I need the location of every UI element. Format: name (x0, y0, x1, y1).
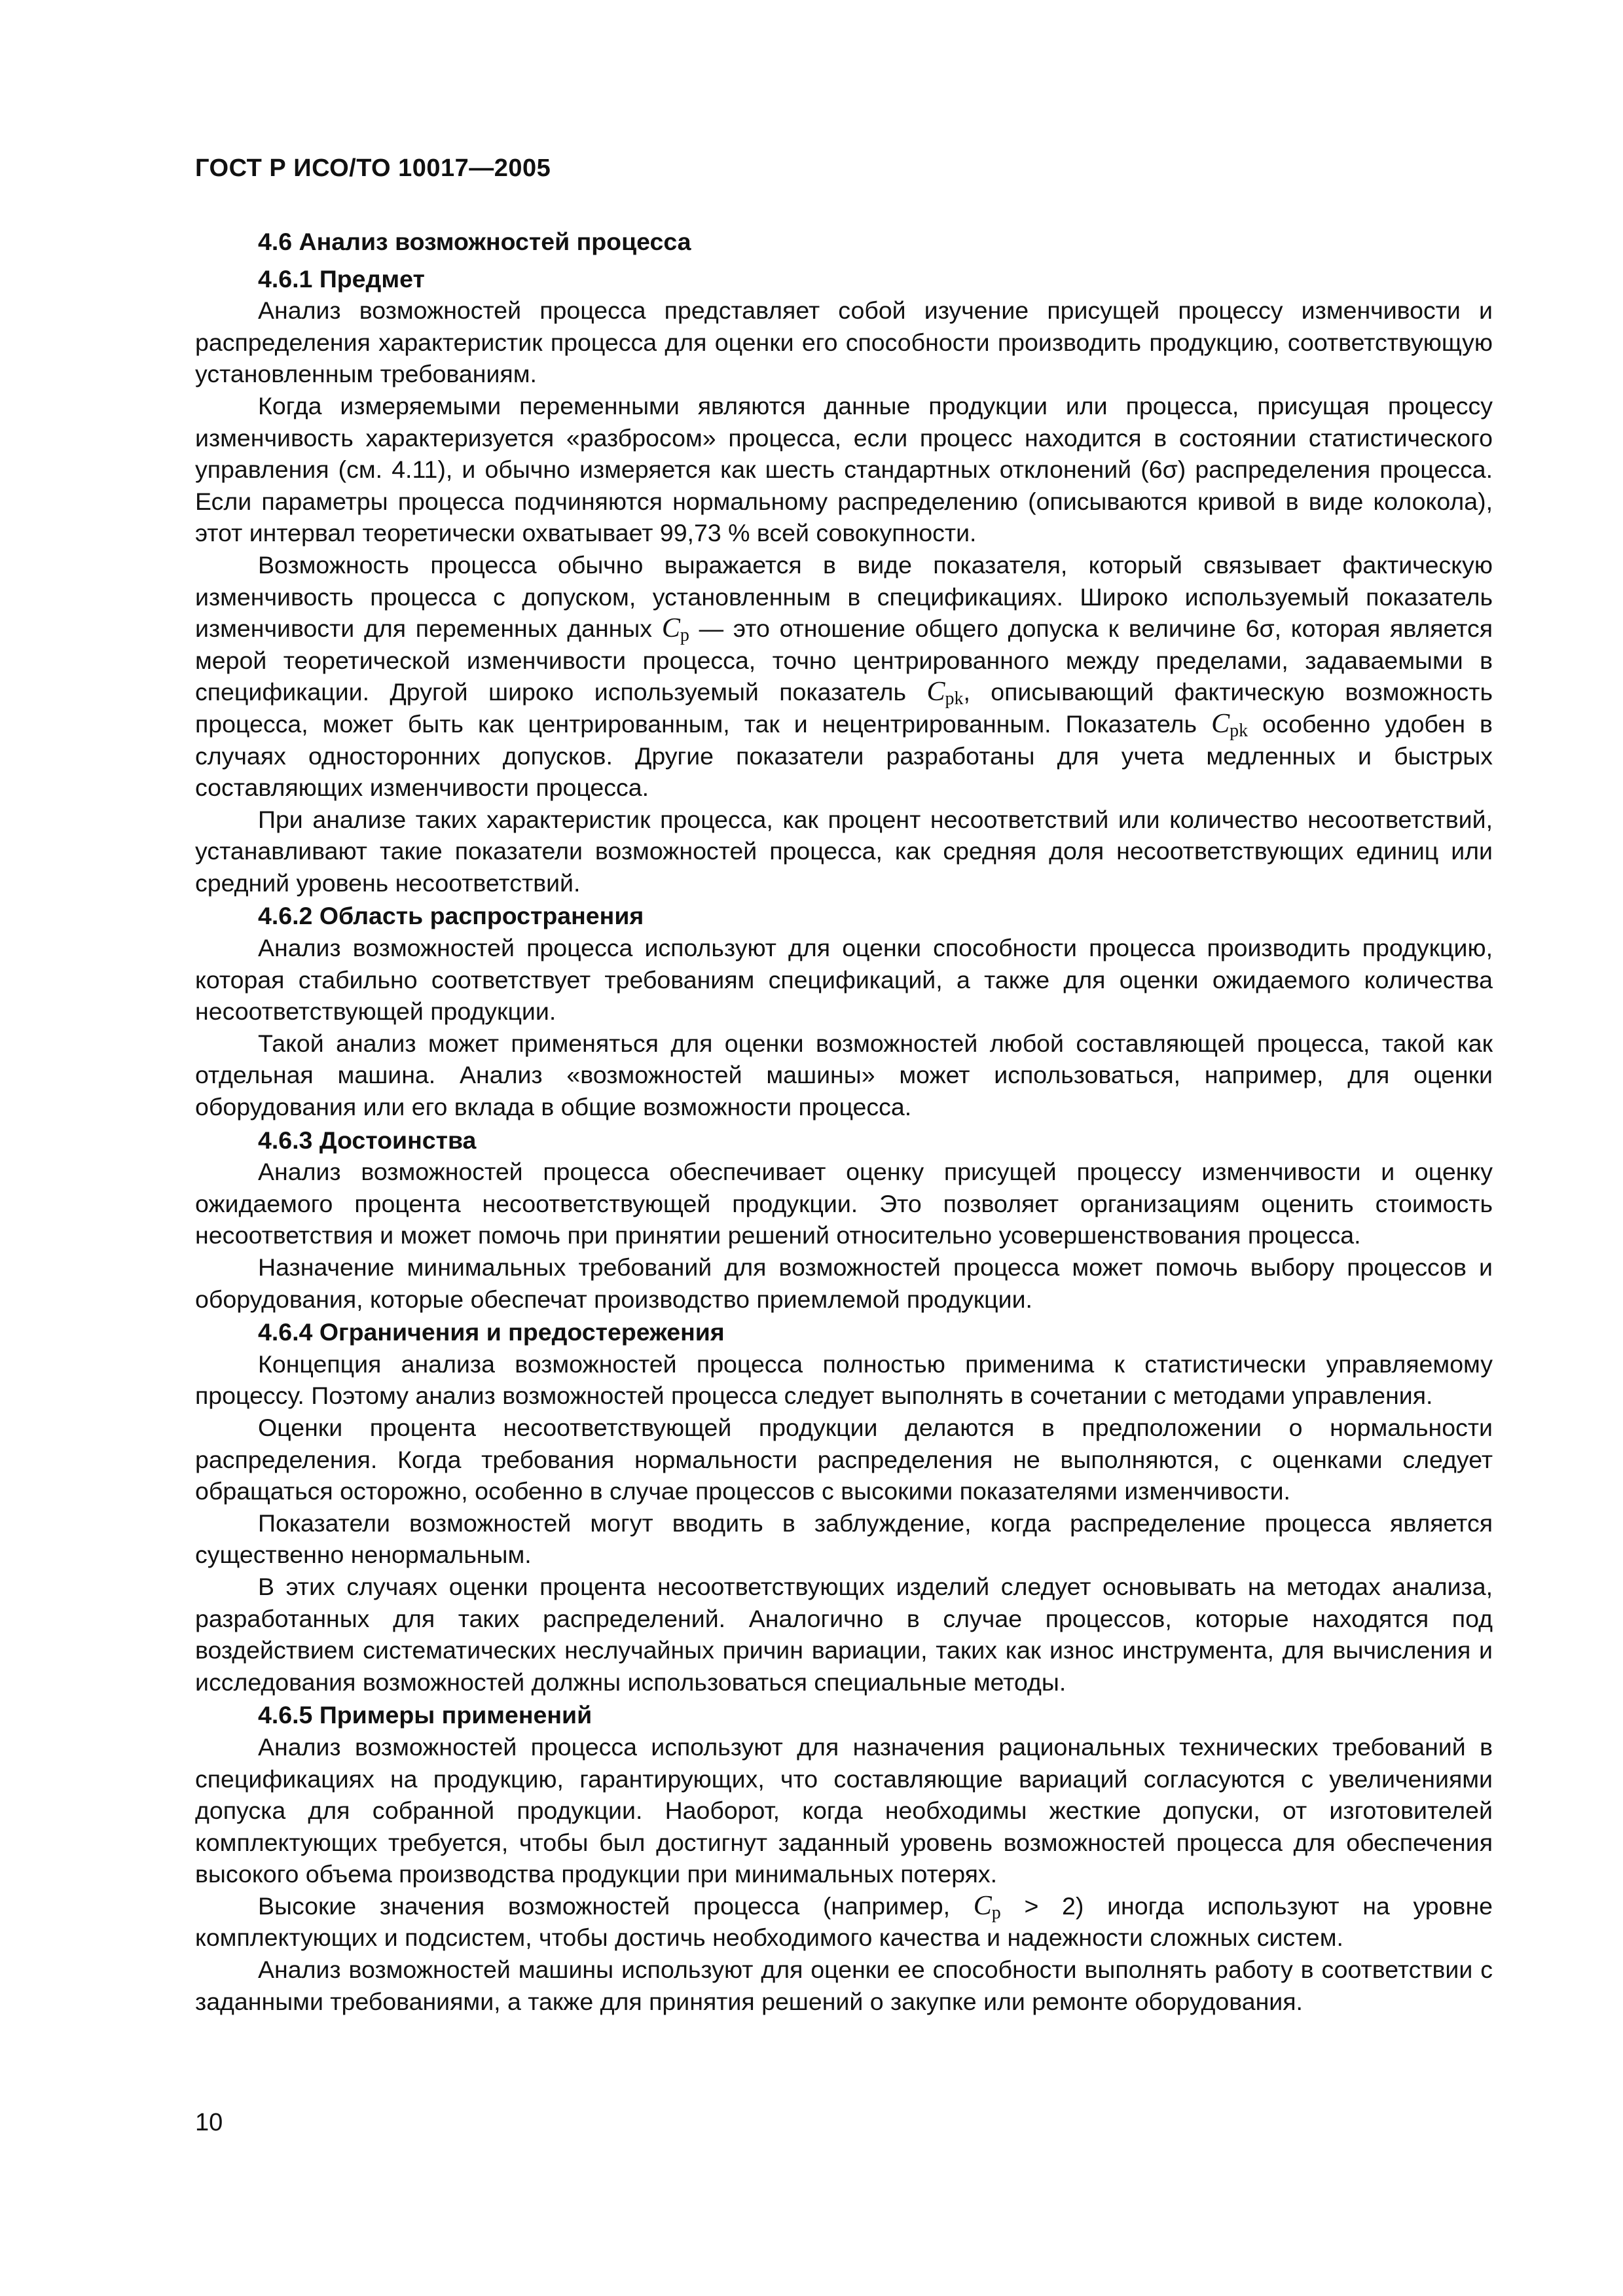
paragraph-text: — это отношение общего допуска к величине 6σ, которая является мерой теоретической изменчивости процесса, точно центрированного между пределами, задаваемыми в спецификации. Другой широко используемый показатель (195, 615, 1493, 706)
paragraph: Когда измеряемыми переменными являются данные продукции или процесса, присущая процессу изменчивость характеризуется «разбросом» процесса, если процесс находится в состоянии статистического управления (см. 4.11), и обычно измеряется как шесть стандартных отклонений (6σ) распределения процесса. Если параметры процесса подчиняются нормальному распределению (описываются кривой в виде колокола), этот интервал теоретически охватывает 99,73 % всей совокупности. (195, 391, 1493, 547)
section-title: 4.6 Анализ возможностей процесса (258, 228, 691, 255)
page-number: 10 (195, 2109, 223, 2136)
paragraph: Анализ возможностей процесса используют для оценки способности процесса производить продукцию, которая стабильно соответствует требованиям спецификаций, а также для оценки ожидаемого количества несоответствующей продукции. (195, 934, 1493, 1026)
paragraph: Анализ возможностей машины используют для оценки ее способности выполнять работу в соответствии с заданными требованиями, а также для принятия решений о закупке или ремонте оборудования. (195, 1956, 1493, 2015)
subsection-title: 4.6.3 Достоинства (258, 1126, 477, 1154)
paragraph: Такой анализ может применяться для оценки возможностей любой составляющей процесса, такой как отдельная машина. Анализ «возможностей машины» может использоваться, например, для оценки оборудования или его вклада в общие возможности процесса. (195, 1029, 1493, 1121)
paragraph: При анализе таких характеристик процесса, как процент несоответствий или количество несоответствий, устанавливают такие показатели возможностей процесса, как средняя доля несоответствующих единиц или средний уровень несоответствий. (195, 805, 1493, 897)
paragraph (195, 549, 1493, 804)
cpk-symbol: $C_{pk}$ (1211, 708, 1249, 741)
paragraph: Анализ возможностей процесса представляет собой изучение присущей процессу изменчивости и распределения характеристик процесса для оценки его способности производить продукцию, соответствующую установленным требованиям. (195, 296, 1493, 388)
paragraph-text: Возможность процесса обычно выражается в виде показателя, который связывает фактическую изменчивость процесса с допуском, установленным в спецификациях. Широко используемый показатель изменчивости для переменных данных (195, 550, 1493, 643)
paragraph-text: , описывающий фактическую возможность процесса, может быть как центрированным, так и нецентрированным. Показатель (195, 678, 1493, 738)
paragraph: Концепция анализа возможностей процесса полностью применима к статистически управляемому процессу. Поэтому анализ возможностей процесса следует выполнять в сочетании с методами управления. (195, 1350, 1493, 1410)
paragraph-text: > 2) иногда используют на уровне комплектующих и подсистем, чтобы достичь необходимого качества и надежности сложных систем. (195, 1892, 1493, 1952)
paragraph: Показатели возможностей могут вводить в заблуждение, когда распределение процесса является существенно ненормальным. (195, 1509, 1493, 1569)
subsection-title: 4.6.5 Примеры применений (258, 1701, 593, 1729)
cp-symbol: $C_p$ (973, 1890, 1001, 1923)
paragraph: Оценки процента несоответствующей продукции делаются в предположении о нормальности распределения. Когда требования нормальности распределения не выполняются, с оценками следует обращаться осторожно, особенно в случае процессов с высокими показателями изменчивости. (195, 1413, 1493, 1505)
cpk-symbol: $C_{pk}$ (926, 677, 964, 709)
standard-header: ГОСТ Р ИСО/ТО 10017—2005 (195, 154, 551, 182)
subsection-title: 4.6.1 Предмет (258, 264, 425, 293)
subsection-title: 4.6.4 Ограничения и предостережения (258, 1318, 725, 1346)
page-content (195, 226, 1493, 2017)
paragraph (195, 1890, 1493, 1954)
paragraph: Назначение минимальных требований для возможностей процесса может помочь выбору процессов и оборудования, которые обеспечат производство приемлемой продукции. (195, 1253, 1493, 1313)
paragraph: Анализ возможностей процесса обеспечивает оценку присущей процессу изменчивости и оценку ожидаемого процента несоответствующей продукции. Это позволяет организациям оценить стоимость несоответствия и может помочь при принятии решений относительно усовершенствования процесса. (195, 1158, 1493, 1249)
cp-symbol: $C_p$ (661, 613, 689, 646)
paragraph-text: особенно удобен в случаях односторонних допусков. Другие показатели разработаны для учета медленных и быстрых составляющих изменчивости процесса. (195, 709, 1493, 802)
paragraph-text: Высокие значения возможностей процесса (например, (258, 1892, 950, 1920)
paragraph: В этих случаях оценки процента несоответствующих изделий следует основывать на методах анализа, разработанных для таких распределений. Аналогично в случае процессов, которые находятся под воздействием систематических неслучайных причин вариации, таких как износ инструмента, для вычисления и исследования возможностей должны использоваться специальные методы. (195, 1572, 1493, 1696)
subsection-title: 4.6.2 Область распространения (258, 902, 644, 930)
paragraph: Анализ возможностей процесса используют для назначения рациональных технических требований в спецификациях на продукцию, гарантирующих, что составляющие вариаций согласуются с увеличениями допуска для собранной продукции. Наоборот, когда необходимы жесткие допуски, от изготовителей комплектующих требуется, чтобы был достигнут заданный уровень возможностей процесса для обеспечения высокого объема производства продукции при минимальных потерях. (195, 1732, 1493, 1888)
